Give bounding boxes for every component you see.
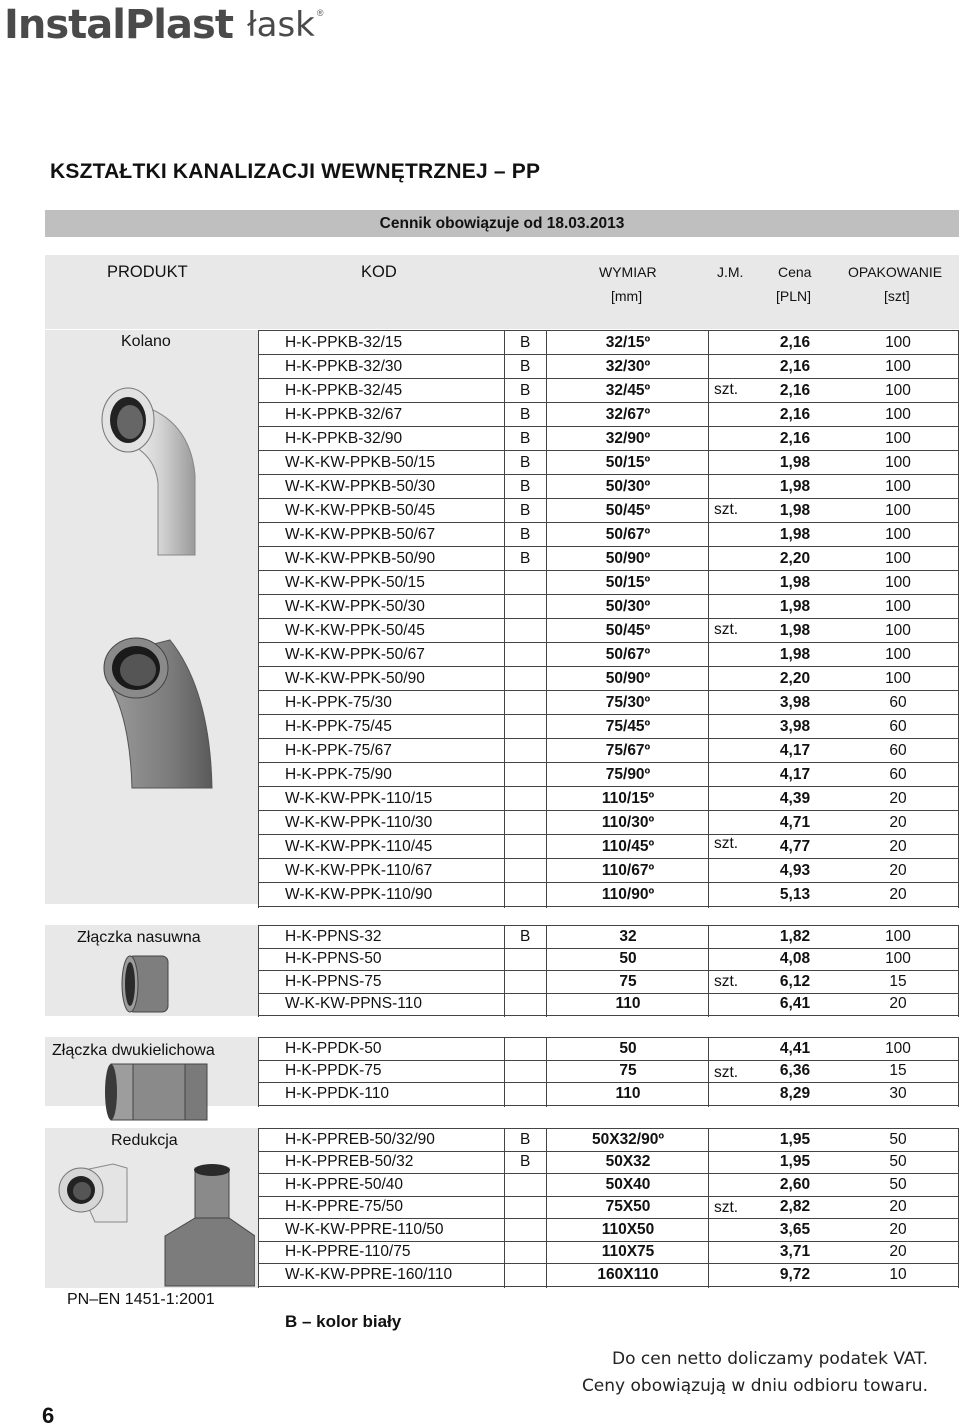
dimension: 32 — [619, 927, 637, 945]
price: 4,17 — [779, 741, 811, 759]
color-flag: B — [520, 477, 531, 495]
price: 2,20 — [779, 549, 811, 567]
packaging-qty: 100 — [885, 333, 911, 351]
header-opakowanie-unit: [szt] — [884, 288, 910, 304]
dimension: 32/45º — [605, 381, 651, 399]
price: 4,77 — [779, 837, 811, 855]
dimension: 50X32 — [605, 1153, 651, 1171]
product-code: H-K-PPNS-75 — [285, 972, 382, 990]
packaging-qty: 20 — [889, 1220, 907, 1238]
product-code: W-K-KW-PPKB-50/30 — [285, 477, 436, 495]
table-row — [258, 1197, 959, 1220]
product-code: W-K-KW-PPK-50/90 — [285, 669, 425, 687]
dimension: 50/30º — [605, 597, 651, 615]
packaging-qty: 20 — [889, 837, 907, 855]
header-cena: Cena — [778, 264, 812, 280]
price: 1,98 — [779, 525, 811, 543]
price: 2,60 — [779, 1175, 811, 1193]
price: 3,65 — [779, 1220, 811, 1238]
color-flag: B — [520, 1130, 531, 1148]
table-row — [258, 811, 959, 835]
page-number: 6 — [42, 1403, 55, 1426]
header-jm: J.M. — [717, 264, 744, 280]
column-divider — [546, 1038, 547, 1107]
table-row — [258, 1264, 959, 1287]
price: 4,17 — [779, 765, 811, 783]
packaging-qty: 60 — [889, 693, 907, 711]
price: 3,71 — [779, 1243, 811, 1261]
table-redukcja — [258, 1128, 959, 1287]
header-produkt: PRODUKT — [107, 263, 188, 281]
product-code: W-K-KW-PPKB-50/45 — [285, 501, 436, 519]
packaging-qty: 20 — [889, 1198, 907, 1216]
product-code: H-K-PPREB-50/32 — [285, 1153, 414, 1171]
standard-label: PN–EN 1451-1:2001 — [67, 1291, 215, 1308]
price: 1,98 — [779, 477, 811, 495]
product-code: W-K-KW-PPK-50/15 — [285, 573, 425, 591]
dimension: 75 — [619, 972, 637, 990]
product-code: H-K-PPK-75/30 — [285, 693, 392, 711]
table-row — [258, 1061, 959, 1084]
price: 1,95 — [779, 1130, 811, 1148]
table-row — [258, 1083, 959, 1106]
dimension: 110/67º — [601, 861, 655, 879]
product-code: W-K-KW-PPK-110/90 — [285, 885, 433, 903]
table-row — [258, 379, 959, 403]
table-row — [258, 427, 959, 451]
column-divider — [958, 1129, 959, 1288]
dimension: 50/15º — [605, 453, 651, 471]
dimension: 50 — [619, 950, 637, 968]
color-flag: B — [520, 429, 531, 447]
column-divider — [504, 926, 505, 1017]
packaging-qty: 100 — [885, 381, 911, 399]
packaging-qty: 15 — [889, 972, 907, 990]
table-row — [258, 355, 959, 379]
packaging-qty: 20 — [889, 995, 907, 1013]
dimension: 110 — [615, 995, 641, 1013]
dimension: 110/15º — [601, 789, 655, 807]
dimension: 50 — [619, 1039, 637, 1057]
price: 5,13 — [779, 885, 811, 903]
dimension: 50/90º — [605, 549, 651, 567]
column-divider — [708, 1129, 709, 1288]
dimension: 110 — [615, 1084, 641, 1102]
table-row — [258, 331, 959, 355]
price: 9,72 — [779, 1265, 811, 1283]
vat-note: Do cen netto doliczamy podatek VAT. — [612, 1349, 928, 1369]
dimension: 50X32/90º — [591, 1130, 665, 1148]
header-kod: KOD — [361, 263, 397, 281]
double-socket-image — [103, 1060, 213, 1124]
dimension: 50/30º — [605, 477, 651, 495]
column-divider — [958, 1038, 959, 1107]
table-row — [258, 451, 959, 475]
table-row — [258, 859, 959, 883]
product-code: W-K-KW-PPKB-50/15 — [285, 453, 436, 471]
product-code: W-K-KW-PPK-50/67 — [285, 645, 425, 663]
packaging-qty: 100 — [885, 429, 911, 447]
table-row — [258, 883, 959, 907]
packaging-qty: 15 — [889, 1062, 907, 1080]
dimension: 50/15º — [605, 573, 651, 591]
table-row — [258, 1219, 959, 1242]
product-code: H-K-PPNS-50 — [285, 950, 382, 968]
column-divider — [258, 926, 259, 1017]
price: 4,41 — [779, 1039, 811, 1057]
table-row — [258, 835, 959, 859]
price: 1,95 — [779, 1153, 811, 1171]
price: 4,93 — [779, 861, 811, 879]
product-code: W-K-KW-PPKB-50/90 — [285, 549, 436, 567]
column-divider — [504, 1038, 505, 1107]
dimension: 75X50 — [605, 1198, 651, 1216]
unit-label: szt. — [714, 501, 739, 518]
dimension: 32/90º — [605, 429, 651, 447]
dimension: 75/45º — [605, 717, 651, 735]
packaging-qty: 100 — [885, 927, 911, 945]
company-logo — [4, 2, 324, 48]
packaging-qty: 100 — [885, 501, 911, 519]
column-divider — [708, 331, 709, 908]
packaging-qty: 30 — [889, 1084, 907, 1102]
packaging-qty: 100 — [885, 477, 911, 495]
table-row — [258, 691, 959, 715]
product-code: H-K-PPKB-32/15 — [285, 333, 403, 351]
table-row — [258, 994, 959, 1017]
price: 6,36 — [779, 1062, 811, 1080]
dimension: 110/45º — [601, 837, 655, 855]
dimension: 50/67º — [605, 645, 651, 663]
packaging-qty: 100 — [885, 525, 911, 543]
table-row — [258, 643, 959, 667]
logo-registered-mark: ® — [316, 8, 324, 18]
product-code: H-K-PPDK-75 — [285, 1062, 382, 1080]
dimension: 50/67º — [605, 525, 651, 543]
column-divider — [708, 926, 709, 1017]
header-opakowanie: OPAKOWANIE — [848, 264, 943, 280]
price: 2,16 — [779, 381, 811, 399]
unit-label: szt. — [714, 621, 739, 638]
price-validity-banner: Cennik obowiązuje od 18.03.2013 — [45, 210, 959, 237]
column-divider — [504, 1129, 505, 1288]
unit-label: szt. — [714, 1064, 739, 1081]
price: 1,98 — [779, 597, 811, 615]
product-code: H-K-PPDK-50 — [285, 1039, 382, 1057]
price: 2,16 — [779, 429, 811, 447]
dimension: 50/90º — [605, 669, 651, 687]
column-divider — [546, 926, 547, 1017]
price: 2,20 — [779, 669, 811, 687]
product-code: W-K-KW-PPKB-50/67 — [285, 525, 436, 543]
color-flag: B — [520, 453, 531, 471]
product-code: H-K-PPRE-110/75 — [285, 1243, 411, 1261]
column-divider — [504, 331, 505, 908]
category-label-kolano: Kolano — [121, 333, 171, 350]
packaging-qty: 100 — [885, 357, 911, 375]
header-wymiar-unit: [mm] — [611, 288, 643, 304]
price: 1,82 — [779, 927, 811, 945]
color-flag: B — [520, 405, 531, 423]
dimension: 32/15º — [605, 333, 651, 351]
table-row — [258, 949, 959, 972]
packaging-qty: 100 — [885, 645, 911, 663]
dimension: 110/30º — [601, 813, 655, 831]
product-code: W-K-KW-PPK-110/15 — [285, 789, 433, 807]
packaging-qty: 50 — [889, 1175, 907, 1193]
table-row — [258, 739, 959, 763]
price: 3,98 — [779, 693, 811, 711]
logo-main-text: InstalPlast — [4, 2, 233, 48]
header-cena-unit: [PLN] — [776, 288, 812, 304]
category-label-nasuwna: Złączka nasuwna — [77, 929, 201, 946]
price: 4,39 — [779, 789, 811, 807]
column-divider — [258, 1038, 259, 1107]
column-divider — [958, 926, 959, 1017]
table-row — [258, 547, 959, 571]
packaging-qty: 20 — [889, 861, 907, 879]
table-row — [258, 475, 959, 499]
packaging-qty: 10 — [889, 1265, 907, 1283]
product-code: H-K-PPNS-32 — [285, 927, 382, 945]
dimension: 160X110 — [597, 1265, 659, 1283]
product-code: W-K-KW-PPK-50/45 — [285, 621, 425, 639]
table-row — [258, 1174, 959, 1197]
table-kolano — [258, 330, 959, 907]
product-code: W-K-KW-PPK-110/30 — [285, 813, 433, 831]
table-row — [258, 595, 959, 619]
column-divider — [546, 1129, 547, 1288]
price: 1,98 — [779, 645, 811, 663]
color-flag: B — [520, 381, 531, 399]
packaging-qty: 100 — [885, 453, 911, 471]
price: 4,71 — [779, 813, 811, 831]
grey-elbow-image — [100, 630, 215, 790]
packaging-qty: 100 — [885, 573, 911, 591]
packaging-qty: 60 — [889, 741, 907, 759]
color-flag: B — [520, 357, 531, 375]
unit-label: szt. — [714, 381, 739, 398]
table-row — [258, 1152, 959, 1175]
price: 4,08 — [779, 950, 811, 968]
product-code: H-K-PPKB-32/30 — [285, 357, 403, 375]
price: 2,16 — [779, 357, 811, 375]
table-row — [258, 971, 959, 994]
product-code: W-K-KW-PPK-50/30 — [285, 597, 425, 615]
color-flag: B — [520, 927, 531, 945]
packaging-qty: 20 — [889, 1243, 907, 1261]
dimension: 75/67º — [605, 741, 651, 759]
unit-label: szt. — [714, 1199, 739, 1216]
product-code: H-K-PPRE-50/40 — [285, 1175, 404, 1193]
color-footnote: B – kolor biały — [285, 1312, 402, 1331]
price: 1,98 — [779, 621, 811, 639]
packaging-qty: 50 — [889, 1130, 907, 1148]
table-dwukielichowa — [258, 1037, 959, 1106]
price: 1,98 — [779, 573, 811, 591]
reducer-images — [55, 1160, 255, 1288]
color-flag: B — [520, 549, 531, 567]
packaging-qty: 20 — [889, 813, 907, 831]
dimension: 50/45º — [605, 501, 651, 519]
dimension: 75 — [619, 1062, 637, 1080]
packaging-qty: 100 — [885, 549, 911, 567]
table-row — [258, 715, 959, 739]
page-title: KSZTAŁTKI KANALIZACJI WEWNĘTRZNEJ – PP — [50, 160, 541, 183]
table-row — [258, 763, 959, 787]
product-code: W-K-KW-PPK-110/45 — [285, 837, 433, 855]
dimension: 110X75 — [601, 1243, 655, 1261]
category-label-dwukielichowa: Złączka dwukielichowa — [52, 1042, 215, 1059]
table-row — [258, 523, 959, 547]
packaging-qty: 20 — [889, 885, 907, 903]
price: 1,98 — [779, 453, 811, 471]
product-code: W-K-KW-PPNS-110 — [285, 995, 422, 1013]
dimension: 110/90º — [601, 885, 655, 903]
logo-sub-text: łask — [246, 5, 315, 45]
price: 6,12 — [779, 972, 811, 990]
product-code: H-K-PPKB-32/90 — [285, 429, 403, 447]
dimension: 110X50 — [601, 1220, 655, 1238]
dimension: 50/45º — [605, 621, 651, 639]
unit-label: szt. — [714, 973, 739, 990]
table-row — [258, 403, 959, 427]
table-row — [258, 1038, 959, 1061]
product-code: H-K-PPK-75/45 — [285, 717, 392, 735]
product-code: W-K-KW-PPRE-110/50 — [285, 1220, 444, 1238]
white-elbow-image — [100, 365, 210, 560]
table-row — [258, 571, 959, 595]
dimension: 75/30º — [605, 693, 651, 711]
color-flag: B — [520, 333, 531, 351]
table-row — [258, 926, 959, 949]
table-row — [258, 1129, 959, 1152]
sliding-coupler-image — [120, 952, 170, 1014]
dimension: 32/67º — [605, 405, 651, 423]
product-code: W-K-KW-PPK-110/67 — [285, 861, 433, 879]
header-wymiar: WYMIAR — [599, 264, 657, 280]
dimension: 75/90º — [605, 765, 651, 783]
packaging-qty: 100 — [885, 950, 911, 968]
table-row — [258, 667, 959, 691]
table-row — [258, 787, 959, 811]
packaging-qty: 100 — [885, 621, 911, 639]
packaging-qty: 100 — [885, 597, 911, 615]
price-validity-note: Ceny obowiązują w dniu odbioru towaru. — [581, 1376, 928, 1396]
column-divider — [258, 1129, 259, 1288]
table-row — [258, 619, 959, 643]
table-row — [258, 1242, 959, 1265]
color-flag: B — [520, 525, 531, 543]
product-code: H-K-PPKB-32/45 — [285, 381, 403, 399]
table-row — [258, 499, 959, 523]
product-code: H-K-PPRE-75/50 — [285, 1198, 404, 1216]
packaging-qty: 20 — [889, 789, 907, 807]
product-code: H-K-PPREB-50/32/90 — [285, 1130, 435, 1148]
price: 1,98 — [779, 501, 811, 519]
column-divider — [546, 331, 547, 908]
table-nasuwna — [258, 925, 959, 1016]
column-divider — [708, 1038, 709, 1107]
dimension: 32/30º — [605, 357, 651, 375]
color-flag: B — [520, 501, 531, 519]
packaging-qty: 60 — [889, 717, 907, 735]
packaging-qty: 100 — [885, 669, 911, 687]
color-flag: B — [520, 1153, 531, 1171]
product-code: H-K-PPKB-32/67 — [285, 405, 403, 423]
price: 2,16 — [779, 333, 811, 351]
packaging-qty: 100 — [885, 1039, 911, 1057]
packaging-qty: 50 — [889, 1153, 907, 1171]
product-code: H-K-PPDK-110 — [285, 1084, 389, 1102]
product-code: H-K-PPK-75/90 — [285, 765, 392, 783]
column-divider — [258, 331, 259, 908]
column-divider — [958, 331, 959, 908]
unit-label: szt. — [714, 835, 739, 852]
packaging-qty: 60 — [889, 765, 907, 783]
price: 2,82 — [779, 1198, 811, 1216]
product-code: W-K-KW-PPRE-160/110 — [285, 1265, 453, 1283]
price: 6,41 — [779, 995, 811, 1013]
price: 2,16 — [779, 405, 811, 423]
dimension: 50X40 — [605, 1175, 651, 1193]
category-label-redukcja: Redukcja — [111, 1132, 178, 1149]
product-code: H-K-PPK-75/67 — [285, 741, 392, 759]
packaging-qty: 100 — [885, 405, 911, 423]
price: 8,29 — [779, 1084, 811, 1102]
price: 3,98 — [779, 717, 811, 735]
